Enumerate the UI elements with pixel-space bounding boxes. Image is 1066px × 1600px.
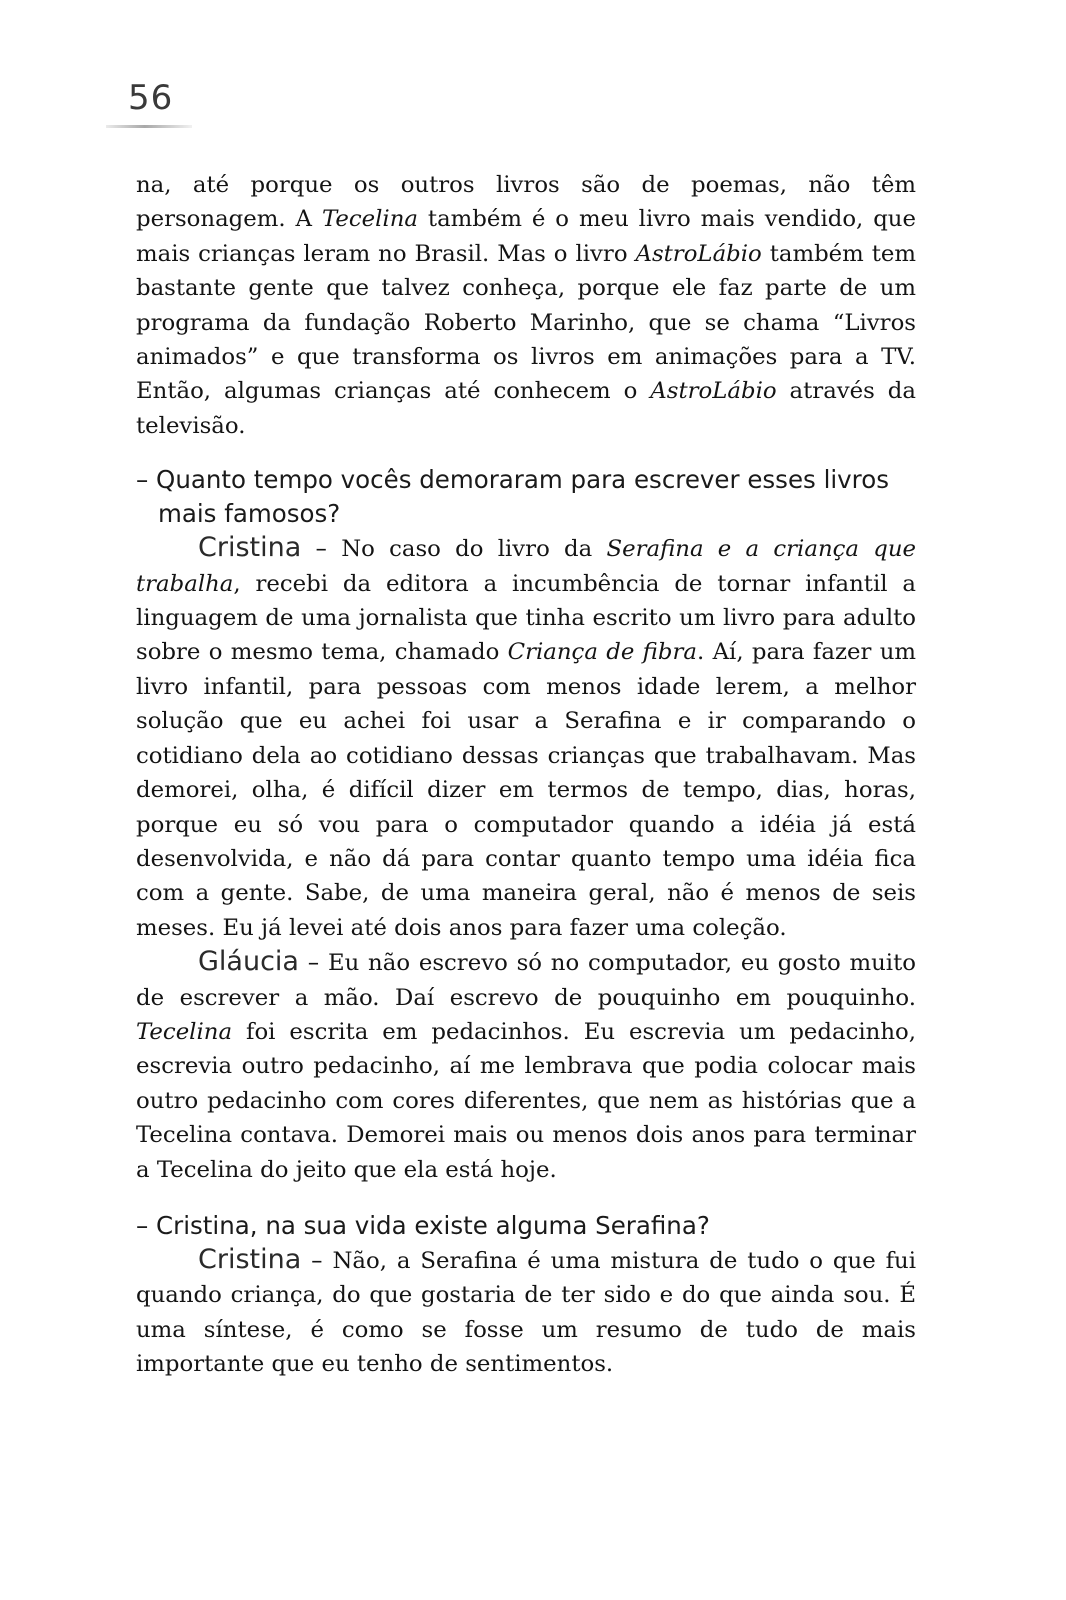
question-1-text: Quanto tempo vocês demoraram para escrever esses livros mais famosos?	[156, 465, 889, 529]
book-title-astrolabio: AstroLábio	[635, 240, 762, 267]
book-title-tecelina: Tecelina	[136, 1018, 233, 1045]
book-title-astrolabio-2: AstroLábio	[650, 378, 777, 405]
speaker-separator: –	[301, 1247, 333, 1274]
answer-cristina-1	[136, 531, 916, 945]
book-title-tecelina: Tecelina	[321, 206, 418, 233]
intro-text-4: através da televisão.	[136, 378, 916, 439]
body-text	[136, 168, 916, 1382]
question-1	[136, 463, 916, 531]
page-number: 56	[128, 78, 174, 118]
answer-2-text-2: foi escrita em pedacinhos. Eu escrevia um pedacinho, escrevia outro pedacinho, aí me lembrava que podia colocar mais outro pedacinho com cores diferentes, que nem as histórias que a Tecelina contava. Demorei mais ou menos dois anos para terminar a Tecelina do jeito que ela está hoje.	[136, 1018, 916, 1183]
answer-3-text: Não, a Serafina é uma mistura de tudo o que fui quando criança, do que gostaria de ter sido e do que ainda sou. É uma síntese, é como se fosse um resumo de tudo de mais importante que eu tenho de sentimentos.	[136, 1247, 916, 1378]
speaker-separator: –	[301, 536, 342, 563]
book-title-serafina: Serafina e a criança que trabalha	[136, 536, 916, 597]
answer-1-text-2: , recebi da editora a incumbência de tornar infantil a linguagem de uma jornalista que tinha escrito um livro para adulto sobre o mesmo tema, chamado	[136, 570, 916, 666]
page-number-underline	[106, 125, 192, 128]
answer-glaucia	[136, 945, 916, 1187]
book-title-crianca-de-fibra: Criança de fibra	[507, 639, 697, 666]
answer-cristina-2	[136, 1243, 916, 1382]
question-2	[136, 1209, 916, 1243]
intro-text-3: também tem bastante gente que talvez conheça, porque ele faz parte de um programa da fundação Roberto Marinho, que se chama “Livros animados” e que transforma os livros em animações para a TV. Então, algumas crianças até conhecem o	[136, 240, 916, 405]
intro-text-2: também é o meu livro mais vendido, que mais crianças leram no Brasil. Mas o livro	[136, 206, 916, 267]
speaker-separator: –	[298, 950, 328, 977]
question-dash: –	[136, 1210, 149, 1240]
speaker-name: Gláucia	[198, 946, 299, 978]
question-dash: –	[136, 465, 149, 495]
answer-1-text-3: . Aí, para fazer um livro infantil, para pessoas com menos idade lerem, a melhor solução que eu achei foi usar a Serafina e ir comparando o cotidiano dela ao cotidiano dessas crianças que trabalhavam. Mas demorei, olha, é difícil dizer em termos de tempo, dias, horas, porque eu só vou para o computador quando a idéia já está desenvolvida, e não dá para contar quanto tempo uma idéia fica com a gente. Sabe, de uma maneira geral, não é menos de seis meses. Eu já levei até dois anos para fazer uma coleção.	[136, 639, 916, 941]
answer-2-text-1: Eu não escrevo só no computador, eu gosto muito de escrever a mão. Daí escrevo de pouquinho em pouquinho.	[136, 950, 916, 1011]
speaker-name: Cristina	[198, 1243, 302, 1275]
intro-paragraph	[136, 168, 916, 443]
intro-text-1: na, até porque os outros livros são de poemas, não têm personagem. A	[136, 172, 916, 233]
question-2-text: Cristina, na sua vida existe alguma Serafina?	[156, 1210, 710, 1240]
answer-1-text-1: No caso do livro da	[341, 536, 607, 563]
speaker-name: Cristina	[198, 532, 302, 564]
